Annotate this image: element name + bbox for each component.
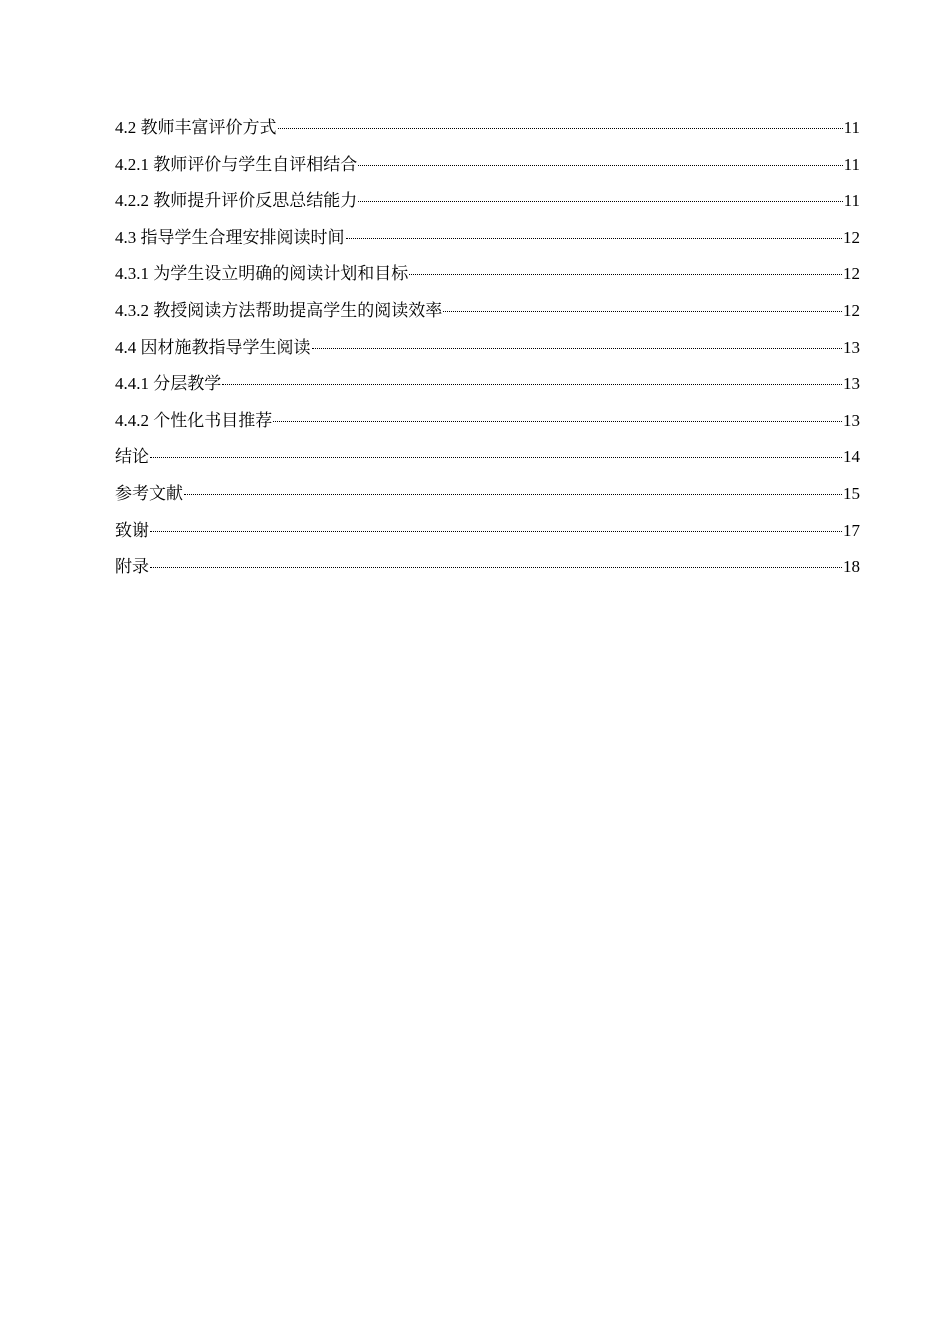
toc-entry[interactable] (115, 549, 860, 586)
toc-dot-leader (312, 333, 843, 353)
toc-entry-title: 4.3.1 为学生设立明确的阅读计划和目标 (115, 264, 409, 284)
toc-dot-leader (346, 223, 843, 243)
toc-dot-leader (273, 406, 842, 426)
toc-entry-title: 附录 (115, 557, 149, 577)
toc-entry-page-number: 11 (843, 118, 860, 137)
toc-entry[interactable] (115, 366, 860, 403)
toc-entry-page-number: 15 (843, 483, 860, 503)
toc-entry[interactable] (115, 110, 860, 147)
toc-dot-leader (443, 296, 842, 316)
toc-entry[interactable] (115, 293, 860, 330)
toc-entry[interactable] (115, 330, 860, 367)
toc-dot-leader (222, 369, 842, 389)
toc-entry[interactable] (115, 183, 860, 220)
toc-dot-leader (150, 442, 842, 462)
toc-entry-page-number: 13 (843, 337, 860, 357)
toc-dot-leader (358, 186, 842, 206)
table-of-contents (115, 110, 860, 586)
toc-entry-title: 4.2 教师丰富评价方式 (115, 118, 277, 137)
toc-entry-page-number: 18 (843, 557, 860, 577)
toc-entry-title: 4.2.2 教师提升评价反思总结能力 (115, 191, 358, 211)
toc-entry-title: 4.4.2 个性化书目推荐 (115, 410, 273, 430)
toc-entry[interactable] (115, 439, 860, 476)
toc-dot-leader (184, 479, 842, 499)
toc-entry-page-number: 12 (843, 264, 860, 284)
toc-entry-page-number: 12 (843, 300, 860, 320)
toc-entry[interactable] (115, 256, 860, 293)
toc-dot-leader (150, 552, 842, 572)
toc-entry[interactable] (115, 220, 860, 257)
toc-entry-page-number: 11 (843, 191, 860, 211)
toc-entry-title: 参考文献 (115, 483, 183, 503)
toc-entry-title: 4.3.2 教授阅读方法帮助提高学生的阅读效率 (115, 300, 443, 320)
toc-entry-page-number: 13 (843, 410, 860, 430)
toc-entry-page-number: 12 (843, 227, 860, 247)
toc-entry-page-number: 14 (843, 447, 860, 467)
toc-entry[interactable] (115, 147, 860, 184)
toc-dot-leader (278, 113, 843, 133)
toc-entry-title: 结论 (115, 447, 149, 467)
toc-entry[interactable] (115, 403, 860, 440)
toc-entry-title: 4.4 因材施教指导学生阅读 (115, 337, 311, 357)
toc-entry-page-number: 13 (843, 374, 860, 394)
toc-entry-page-number: 17 (843, 520, 860, 540)
toc-dot-leader (150, 516, 842, 536)
toc-entry-title: 4.3 指导学生合理安排阅读时间 (115, 227, 345, 247)
toc-entry-title: 4.2.1 教师评价与学生自评相结合 (115, 154, 358, 174)
toc-dot-leader (358, 150, 842, 170)
toc-entry[interactable] (115, 476, 860, 513)
toc-entry[interactable] (115, 513, 860, 550)
toc-entry-title: 4.4.1 分层教学 (115, 374, 222, 394)
toc-entry-page-number: 11 (843, 154, 860, 174)
toc-dot-leader (409, 259, 842, 279)
toc-entry-title: 致谢 (115, 520, 149, 540)
